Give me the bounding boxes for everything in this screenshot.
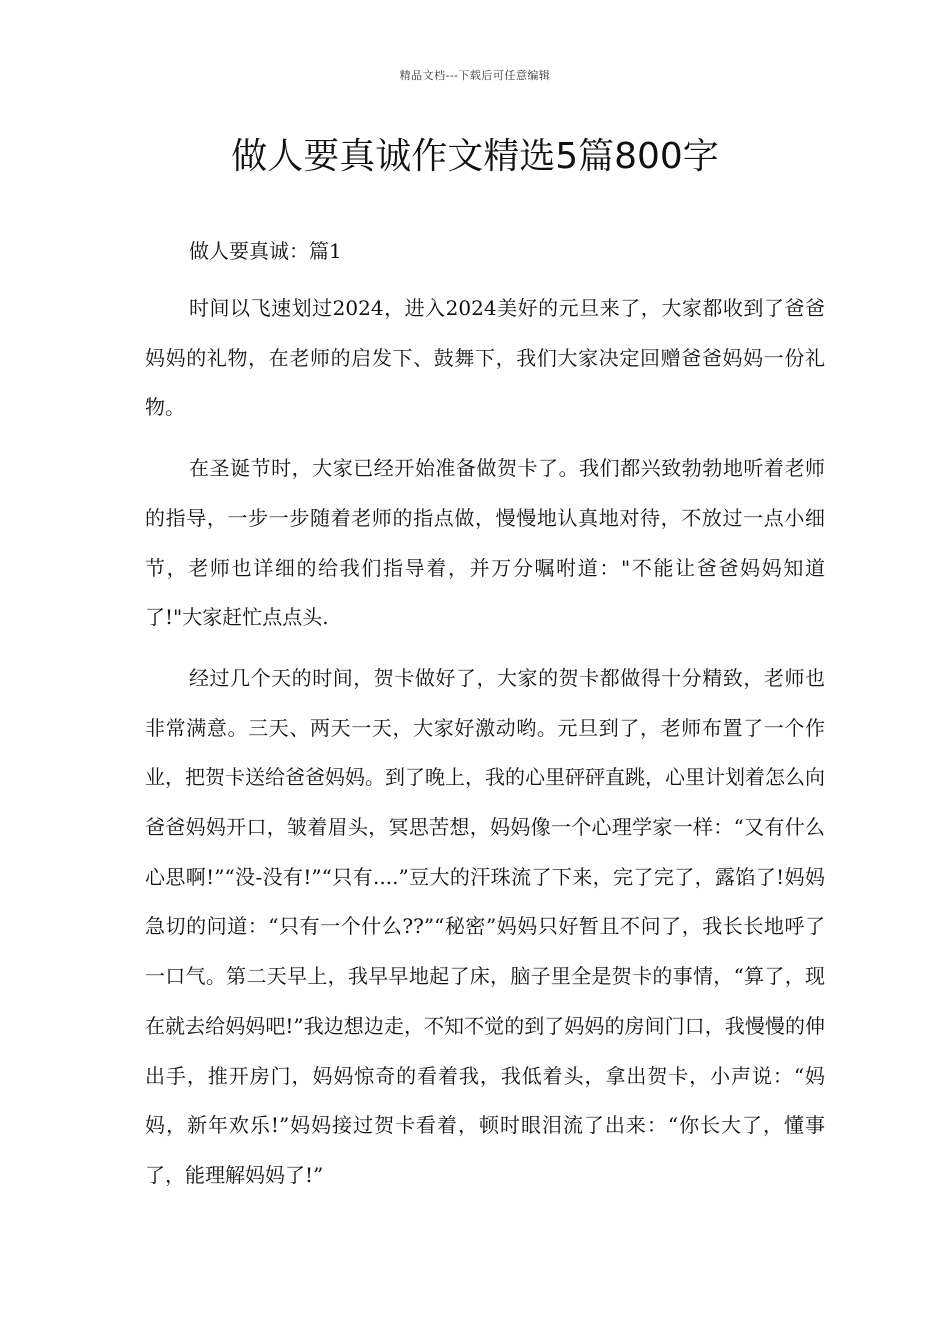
paragraph-2: 在圣诞节时，大家已经开始准备做贺卡了。我们都兴致勃勃地听着老师的指导，一步一步随着老师的指点做，慢慢地认真地对待，不放过一点小细节，老师也详细的给我们指导着，并万分嘱咐道："不能让爸爸妈妈知道了!"大家赶忙点点头.	[145, 456, 825, 630]
document-title: 做人要真诚作文精选5篇800字	[231, 136, 719, 177]
section-heading: 做人要真诚：篇1	[189, 239, 342, 263]
paragraph-1: 时间以飞速划过2024，进入2024美好的元旦来了，大家都收到了爸爸妈妈的礼物，在老师的启发下、鼓舞下，我们大家决定回赠爸爸妈妈一份礼物。	[145, 296, 825, 420]
document-body	[145, 232, 825, 1201]
paragraph-3: 经过几个天的时间，贺卡做好了，大家的贺卡都做得十分精致，老师也非常满意。三天、两天一天，大家好激动哟。元旦到了，老师布置了一个作业，把贺卡送给爸爸妈妈。到了晚上，我的心里砰砰直跳，心里计划着怎么向爸爸妈妈开口，皱着眉头，冥思苦想，妈妈像一个心理学家一样：“又有什么心思啊!”“没-没有!”“只有....”豆大的汗珠流了下来，完了完了，露馅了!妈妈急切的问道：“只有一个什么??”“秘密”妈妈只好暂且不问了，我长长地呼了一口气。第二天早上，我早早地起了床，脑子里全是贺卡的事情，“算了，现在就去给妈妈吧!”我边想边走，不知不觉的到了妈妈的房间门口，我慢慢的伸出手，推开房门，妈妈惊奇的看着我，我低着头，拿出贺卡，小声说：“妈妈，新年欢乐!”妈妈接过贺卡看着，顿时眼泪流了出来：“你长大了，懂事了，能理解妈妈了!”	[145, 665, 825, 1187]
header-note: 精品文档---下载后可任意编辑	[399, 69, 551, 82]
